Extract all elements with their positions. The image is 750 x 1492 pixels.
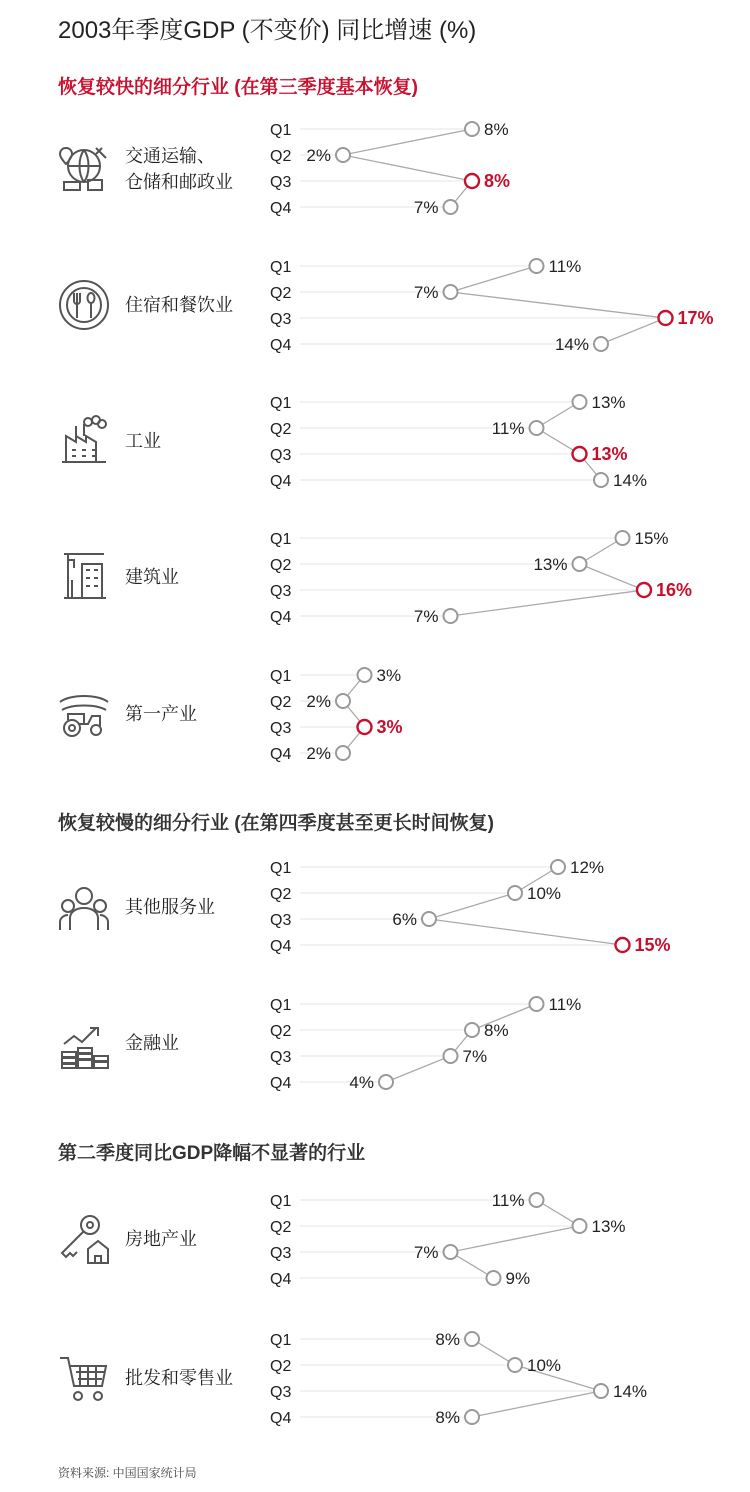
data-point-g0i3-q1 (616, 531, 630, 545)
industry-label-other-services: 其他服务业 (125, 897, 215, 917)
quarter-label-g0i2-q1: Q1 (270, 395, 292, 412)
data-point-g1i0-q3 (422, 912, 436, 926)
data-point-g2i1-q1 (465, 1332, 479, 1346)
quarter-label-g2i1-q2: Q2 (270, 1358, 292, 1375)
section-heading-no-decline: 第二季度同比GDP降幅不显著的行业 (58, 1143, 366, 1164)
quarter-label-g0i4-q4: Q4 (270, 746, 292, 763)
quarter-label-g1i0-q3: Q3 (270, 912, 292, 929)
series-line-g1i1 (386, 1004, 537, 1082)
data-label-g2i0-q4: 9% (505, 1269, 531, 1288)
data-point-g0i1-q3 (659, 311, 673, 325)
quarter-label-g1i1-q4: Q4 (270, 1075, 292, 1092)
data-point-g0i0-q2 (336, 148, 350, 162)
data-label-g0i1-q1: 11% (548, 257, 582, 276)
data-label-g0i4-q4: 2% (306, 744, 331, 763)
quarter-label-g2i1-q4: Q4 (270, 1410, 292, 1427)
series-line-g0i4 (343, 675, 365, 753)
quarter-label-g0i0-q4: Q4 (270, 200, 292, 217)
data-point-g0i1-q4 (594, 337, 608, 351)
data-point-g0i3-q4 (444, 609, 458, 623)
quarter-label-g0i1-q1: Q1 (270, 259, 292, 276)
data-label-g1i1-q1: 11% (548, 995, 582, 1014)
data-label-g0i0-q4: 7% (413, 198, 439, 217)
quarter-label-g2i0-q4: Q4 (270, 1271, 292, 1288)
data-point-g0i0-q1 (465, 122, 479, 136)
quarter-label-g0i0-q3: Q3 (270, 174, 292, 191)
data-label-g0i4-q2: 2% (306, 692, 331, 711)
data-label-g0i0-q2: 2% (306, 146, 331, 165)
data-label-g0i1-q3: 17% (677, 308, 714, 328)
quarter-label-g2i1-q3: Q3 (270, 1384, 292, 1401)
data-label-g0i3-q1: 15% (634, 529, 669, 548)
data-point-g0i0-q4 (444, 200, 458, 214)
data-point-g2i0-q3 (444, 1245, 458, 1259)
quarter-label-g1i0-q4: Q4 (270, 938, 292, 955)
data-label-g0i2-q1: 13% (591, 393, 626, 412)
data-label-g1i0-q4: 15% (634, 935, 671, 955)
data-point-g1i1-q4 (379, 1075, 393, 1089)
series-line-g2i1 (472, 1339, 601, 1417)
quarter-label-g0i0-q1: Q1 (270, 122, 292, 139)
data-point-g2i0-q1 (530, 1193, 544, 1207)
series-line-g0i1 (451, 266, 666, 344)
data-point-g1i1-q3 (444, 1049, 458, 1063)
data-label-g1i1-q4: 4% (349, 1073, 374, 1092)
data-label-g1i1-q2: 8% (484, 1021, 509, 1040)
data-label-g2i0-q1: 11% (491, 1191, 525, 1210)
quarter-label-g0i0-q2: Q2 (270, 148, 292, 165)
data-point-g0i2-q1 (573, 395, 587, 409)
quarter-label-g2i0-q2: Q2 (270, 1219, 292, 1236)
quarter-label-g2i1-q1: Q1 (270, 1332, 292, 1349)
data-label-g0i1-q2: 7% (413, 283, 439, 302)
data-label-g0i1-q4: 14% (554, 335, 589, 354)
quarter-label-g1i1-q2: Q2 (270, 1023, 292, 1040)
series-line-g1i0 (429, 867, 623, 945)
data-label-g0i3-q4: 7% (413, 607, 439, 626)
quarter-label-g1i0-q1: Q1 (270, 860, 292, 877)
data-label-g0i3-q2: 13% (533, 555, 568, 574)
quarter-label-g1i1-q1: Q1 (270, 997, 292, 1014)
data-label-g1i0-q1: 12% (570, 858, 605, 877)
data-label-g0i2-q4: 14% (613, 471, 648, 490)
data-label-g0i4-q3: 3% (376, 717, 403, 737)
data-point-g2i1-q2 (508, 1358, 522, 1372)
data-point-g0i4-q2 (336, 694, 350, 708)
data-point-g0i2-q4 (594, 473, 608, 487)
quarter-label-g0i1-q3: Q3 (270, 311, 292, 328)
data-point-g2i1-q4 (465, 1410, 479, 1424)
data-point-g0i3-q3 (637, 583, 651, 597)
data-label-g2i1-q3: 14% (613, 1382, 648, 1401)
data-label-g0i2-q3: 13% (591, 444, 628, 464)
quarter-label-g0i2-q2: Q2 (270, 421, 292, 438)
data-point-g0i4-q1 (358, 668, 372, 682)
data-label-g0i0-q3: 8% (484, 171, 511, 191)
data-point-g0i0-q3 (465, 174, 479, 188)
data-label-g0i4-q1: 3% (376, 666, 402, 685)
data-point-g0i2-q2 (530, 421, 544, 435)
data-label-g2i0-q2: 13% (591, 1217, 626, 1236)
data-point-g2i1-q3 (594, 1384, 608, 1398)
section-heading-fast: 恢复较快的细分行业 (在第三季度基本恢复) (58, 77, 418, 98)
data-point-g1i0-q4 (616, 938, 630, 952)
data-label-g0i2-q2: 11% (491, 419, 525, 438)
data-label-g2i1-q1: 8% (435, 1330, 460, 1349)
industry-label-transport: 交通运输、 仓储和邮政业 (125, 146, 233, 192)
data-point-g1i1-q2 (465, 1023, 479, 1037)
data-label-g1i0-q2: 10% (527, 884, 562, 903)
series-line-g0i0 (343, 129, 472, 207)
quarter-label-g1i1-q3: Q3 (270, 1049, 292, 1066)
industry-label-finance: 金融业 (125, 1033, 179, 1053)
chart-title: 2003年季度GDP (不变价) 同比增速 (%) (58, 17, 477, 44)
quarter-label-g2i0-q3: Q3 (270, 1245, 292, 1262)
data-point-g0i2-q3 (573, 447, 587, 461)
quarter-label-g0i3-q2: Q2 (270, 557, 292, 574)
series-line-g0i2 (537, 402, 602, 480)
data-point-g0i3-q2 (573, 557, 587, 571)
source-note: 资料来源: 中国国家统计局 (58, 1466, 197, 1480)
data-label-g0i3-q3: 16% (656, 580, 693, 600)
quarter-label-g0i1-q2: Q2 (270, 285, 292, 302)
data-point-g2i0-q2 (573, 1219, 587, 1233)
quarter-label-g1i0-q2: Q2 (270, 886, 292, 903)
series-line-g0i3 (451, 538, 645, 616)
series-line-g2i0 (451, 1200, 580, 1278)
quarter-label-g0i1-q4: Q4 (270, 337, 292, 354)
data-label-g2i1-q4: 8% (435, 1408, 460, 1427)
data-point-g1i1-q1 (530, 997, 544, 1011)
quarter-label-g0i4-q2: Q2 (270, 694, 292, 711)
section-heading-slow: 恢复较慢的细分行业 (在第四季度甚至更长时间恢复) (58, 813, 494, 834)
quarter-label-g0i3-q4: Q4 (270, 609, 292, 626)
quarter-label-g0i2-q3: Q3 (270, 447, 292, 464)
data-point-g0i4-q4 (336, 746, 350, 760)
quarter-label-g0i4-q1: Q1 (270, 668, 292, 685)
industry-label-primary: 第一产业 (125, 704, 197, 724)
quarter-label-g0i3-q3: Q3 (270, 583, 292, 600)
industry-label-industry: 工业 (125, 431, 161, 451)
quarter-label-g0i3-q1: Q1 (270, 531, 292, 548)
data-point-g1i0-q1 (551, 860, 565, 874)
data-label-g1i0-q3: 6% (392, 910, 417, 929)
data-point-g0i4-q3 (358, 720, 372, 734)
industry-label-construction: 建筑业 (125, 567, 179, 587)
data-point-g2i0-q4 (487, 1271, 501, 1285)
data-label-g0i0-q1: 8% (484, 120, 509, 139)
data-label-g2i0-q3: 7% (413, 1243, 439, 1262)
industry-label-wholesale: 批发和零售业 (125, 1368, 233, 1388)
industry-label-real-estate: 房地产业 (125, 1229, 197, 1249)
data-point-g0i1-q1 (530, 259, 544, 273)
quarter-label-g0i2-q4: Q4 (270, 473, 292, 490)
data-point-g1i0-q2 (508, 886, 522, 900)
quarter-label-g2i0-q1: Q1 (270, 1193, 292, 1210)
data-point-g0i1-q2 (444, 285, 458, 299)
quarter-label-g0i4-q3: Q3 (270, 720, 292, 737)
data-label-g2i1-q2: 10% (527, 1356, 562, 1375)
industry-label-hospitality: 住宿和餐饮业 (125, 295, 233, 315)
data-label-g1i1-q3: 7% (462, 1047, 488, 1066)
